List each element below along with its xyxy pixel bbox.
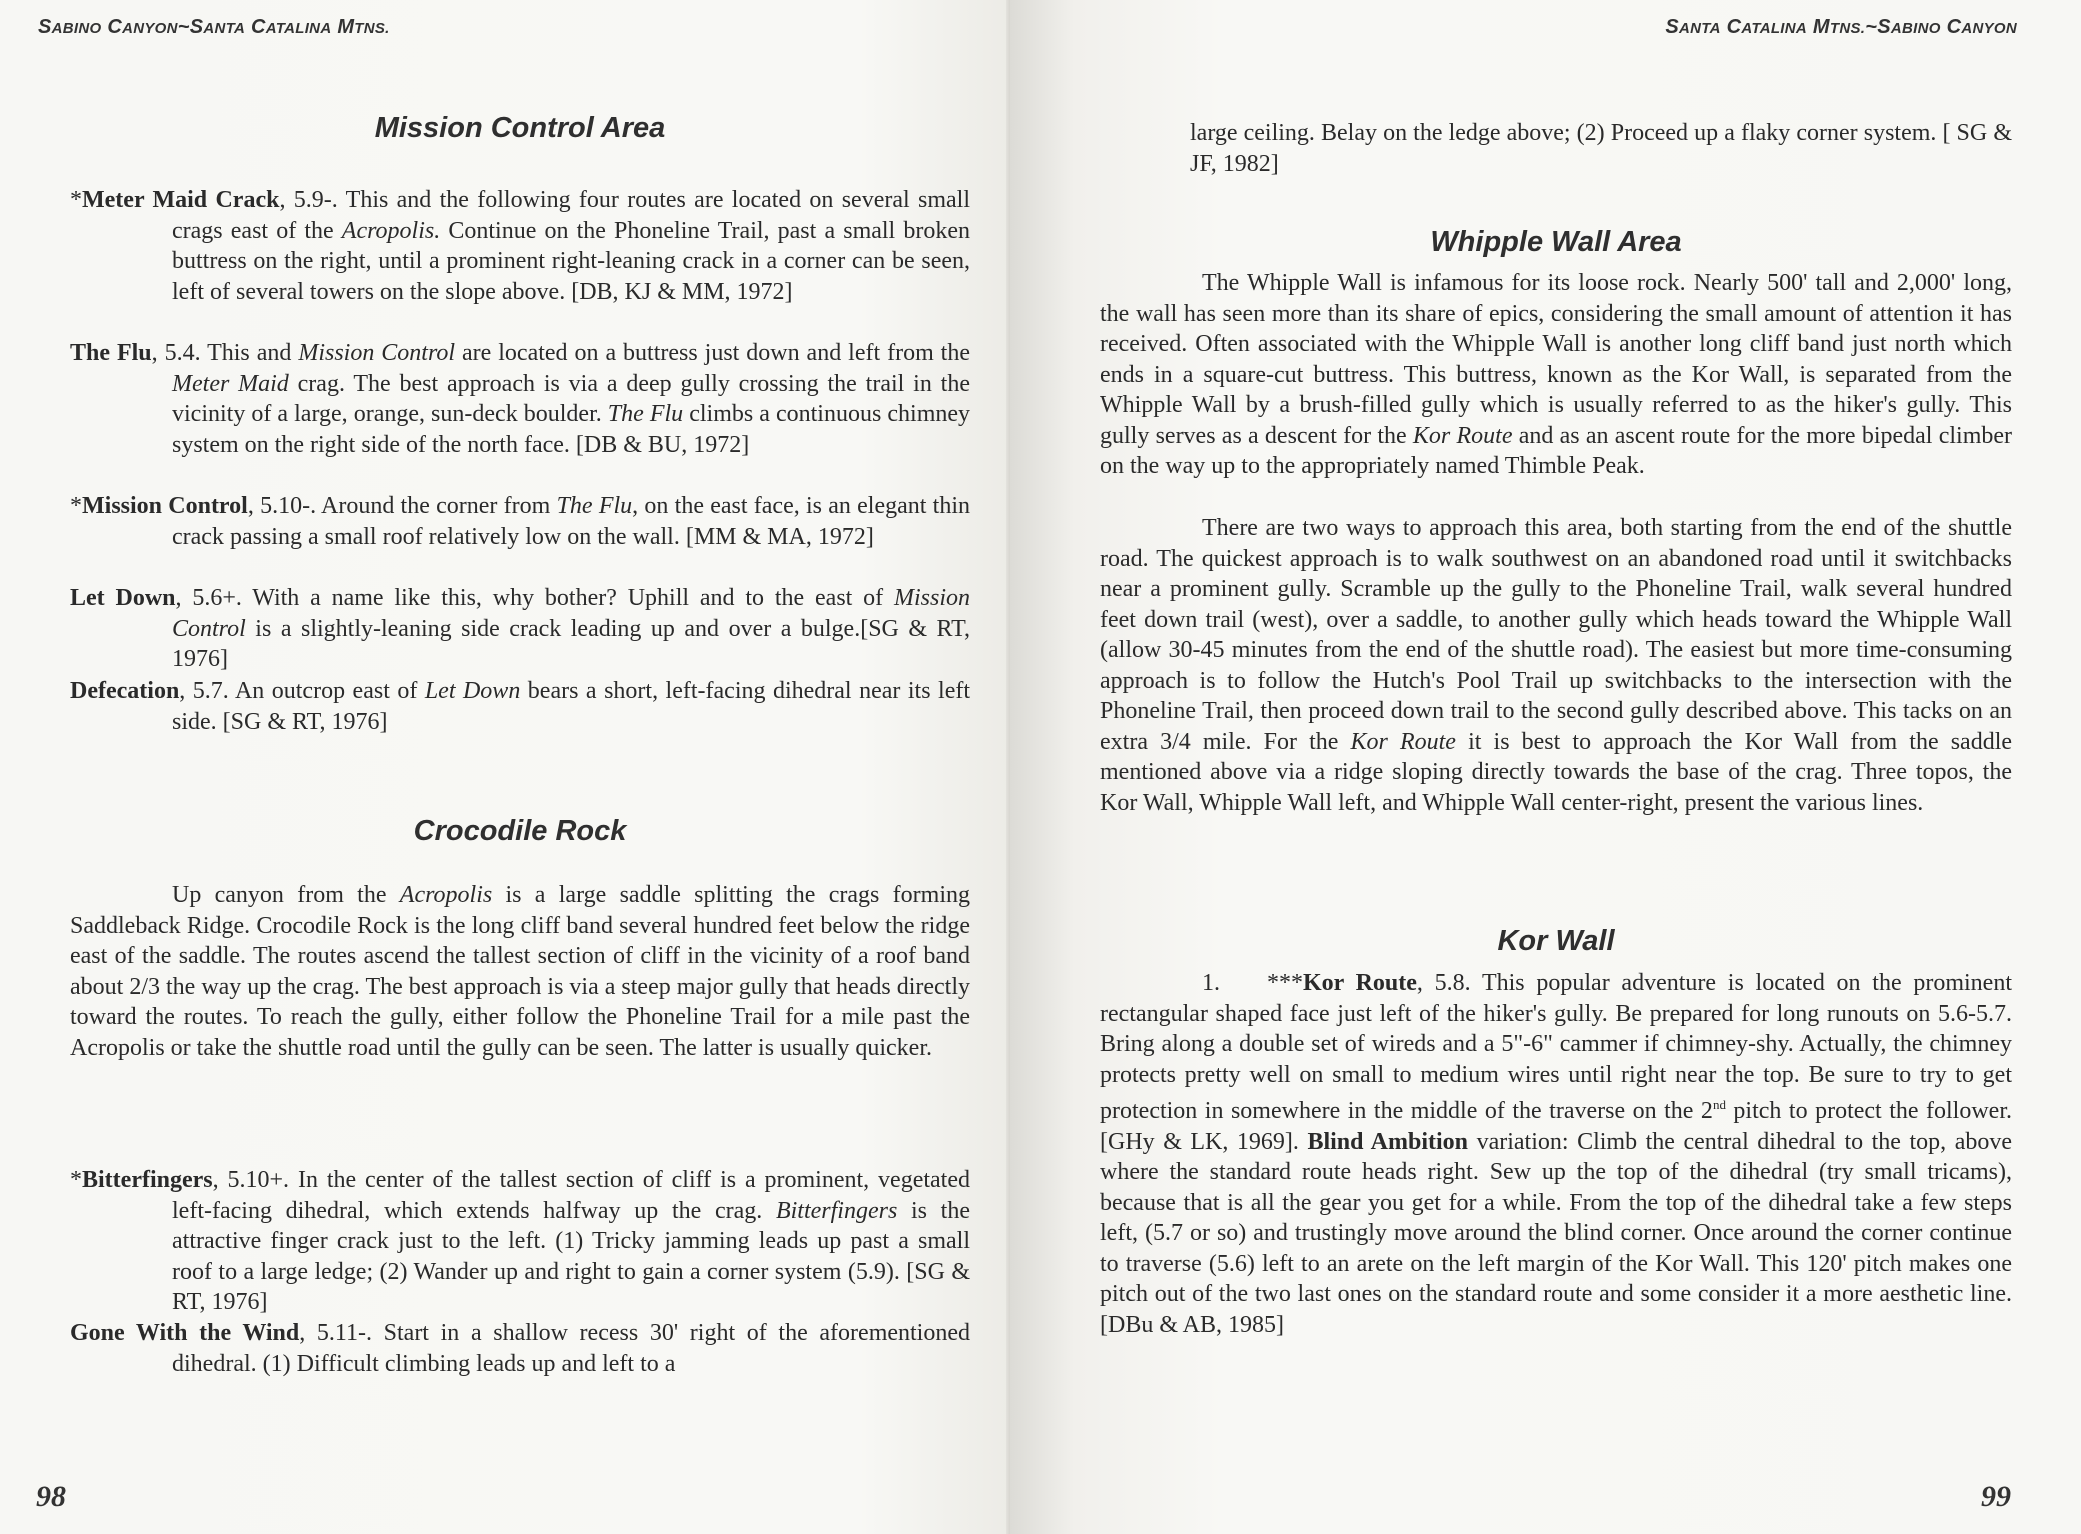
route-entry-the-flu: The Flu, 5.4. This and Mission Control are located on a buttress just down and left from the Meter Maid crag. The best approach is via a deep gully crossing the trail in the vicinity of a large, orange, sun-deck boulder. The Flu climbs a continuous chimney system on the right side of the north face. [DB & BU, 1972] [70, 340, 971, 458]
section-title-crocodile-rock: Crocodile Rock [413, 815, 627, 847]
whipple-wall-approach: There are two ways to approach this area, both starting from the end of the shuttle road. The quickest approach is to walk southwest on an abandoned road until it switchbacks near a prominent gully. Scramble up the gully to the Phoneline Trail, walk several hundred feet down trail (west), over a saddle, to another gully which heads toward the Whipple Wall (allow 30-45 minutes from the end of the shuttle road). The easiest but more time-consuming approach is to follow the Hutch's Pool Trail up switchbacks to the intersection with the Phoneline Trail, then proceed down trail to the second gully described above. This tacks on an extra 3/4 mile. For the Kor Route it is best to approach the Kor Wall from the saddle mentioned above via a ridge sloping directly towards the base of the crag. Three topos, the Kor Wall, Whipple Wall left, and Whipple Wall center-right, present the various lines. [1100, 515, 2013, 816]
right-running-head: SANTA CATALINA MTNS.~SABINO CANYON [1665, 16, 2017, 38]
route-entry-bitterfingers: *Bitterfingers, 5.10+. In the center of the tallest section of cliff is a prominent, vegetated left-facing dihedral, which extends halfway up the crag. Bitterfingers is the attractive finger crack just to the left. (1) Tricky jamming leads up past a small roof to a large ledge; (2) Wander up and right to gain a corner system (5.9). [SG & RT, 1976] [70, 1167, 971, 1315]
section-title-kor-wall: Kor Wall [1497, 925, 1615, 957]
page-number-right: 99 [1981, 1480, 2011, 1513]
left-running-head: SABINO CANYON~SANTA CATALINA MTNS. [38, 16, 390, 38]
whipple-wall-description: The Whipple Wall is infamous for its loose rock. Nearly 500' tall and 2,000' long, the wall has seen more than its share of epics, considering the small amount of attention it has received. Often associated with the Whipple Wall is another long cliff band just north which ends in a square-cut buttress. This buttress, known as the Kor Wall, is separated from the Whipple Wall by a brush-filled gully which is usually referred to as the hiker's gully. This gully serves as a descent for the Kor Route and as an ascent route for the more bipedal climber on the way up to the appropriately named Thimble Peak. [1100, 270, 2013, 479]
left-page [0, 0, 1010, 1534]
crocodile-rock-description: Up canyon from the Acropolis is a large saddle splitting the crags forming Saddleback Ridge. Crocodile Rock is the long cliff band several hundred feet below the ridge east of the saddle. The routes ascend the tallest section of cliff in the vicinity of a roof band about 2/3 the way up the crag. The best approach is via a steep major gully that heads directly toward the routes. To reach the gully, either follow the Phoneline Trail for a mile past the Acropolis or take the shuttle road until the gully can be seen. The latter is usually quicker. [70, 882, 971, 1061]
route-entry-gone-with-the-wind: Gone With the Wind, 5.11-. Start in a shallow recess 30' right of the aforementioned dihedral. (1) Difficult climbing leads up and left to a [70, 1320, 970, 1377]
route-entry-kor-route: 1. ***Kor Route, 5.8. This popular adventure is located on the prominent rectangular shaped face just left of the hiker's gully. Be prepared for long runouts on 5.6-5.7. Bring along a double set of wireds and a 5"-6" cammer if chimney-shy. Actually, the chimney protects pretty well on small to medium wires until right near the top. Be sure to try to get protection in somewhere in the middle of the traverse on the 2nd pitch to protect the follower. [GHy & LK, 1969]. Blind Ambition variation: Climb the central dihedral to the top, above where the standard route heads right. Sew up the top of the dihedral (try small tricams), because that is all the gear you get for a while. From the top of the dihedral take a few steps left, (5.7 or so) and trustingly move around the blind corner. Once around the corner continue to traverse (5.6) left to an arete on the left margin of the Kor Wall. This 120' pitch makes one pitch out of the two last ones on the standard route and some consider it a more aesthetic line. [DBu & AB, 1985] [1100, 970, 2013, 1338]
right-page [1010, 0, 2081, 1534]
page-number-left: 98 [36, 1480, 66, 1513]
route-entry-let-down: Let Down, 5.6+. With a name like this, why bother? Uphill and to the east of Mission Control is a slightly-leaning side crack leading up and over a bulge.[SG & RT, 1976] [70, 585, 970, 672]
route-entry-mission-control: *Mission Control, 5.10-. Around the corner from The Flu, on the east face, is an elegant thin crack passing a small roof relatively low on the wall. [MM & MA, 1972] [70, 493, 971, 550]
continuation-text: large ceiling. Belay on the ledge above; (2) Proceed up a flaky corner system. [ SG & JF, 1982] [1190, 120, 2012, 177]
section-title-whipple-wall: Whipple Wall Area [1430, 226, 1682, 258]
route-entry-defecation: Defecation, 5.7. An outcrop east of Let Down bears a short, left-facing dihedral near its left side. [SG & RT, 1976] [70, 678, 971, 735]
section-title-mission-control: Mission Control Area [374, 112, 666, 144]
route-entry-meter-maid: *Meter Maid Crack, 5.9-. This and the following four routes are located on several small crags east of the Acropolis. Continue on the Phoneline Trail, past a small broken buttress on the right, until a prominent right-leaning crack in a corner can be seen, left of several towers on the slope above. [DB, KJ & MM, 1972] [70, 187, 970, 305]
